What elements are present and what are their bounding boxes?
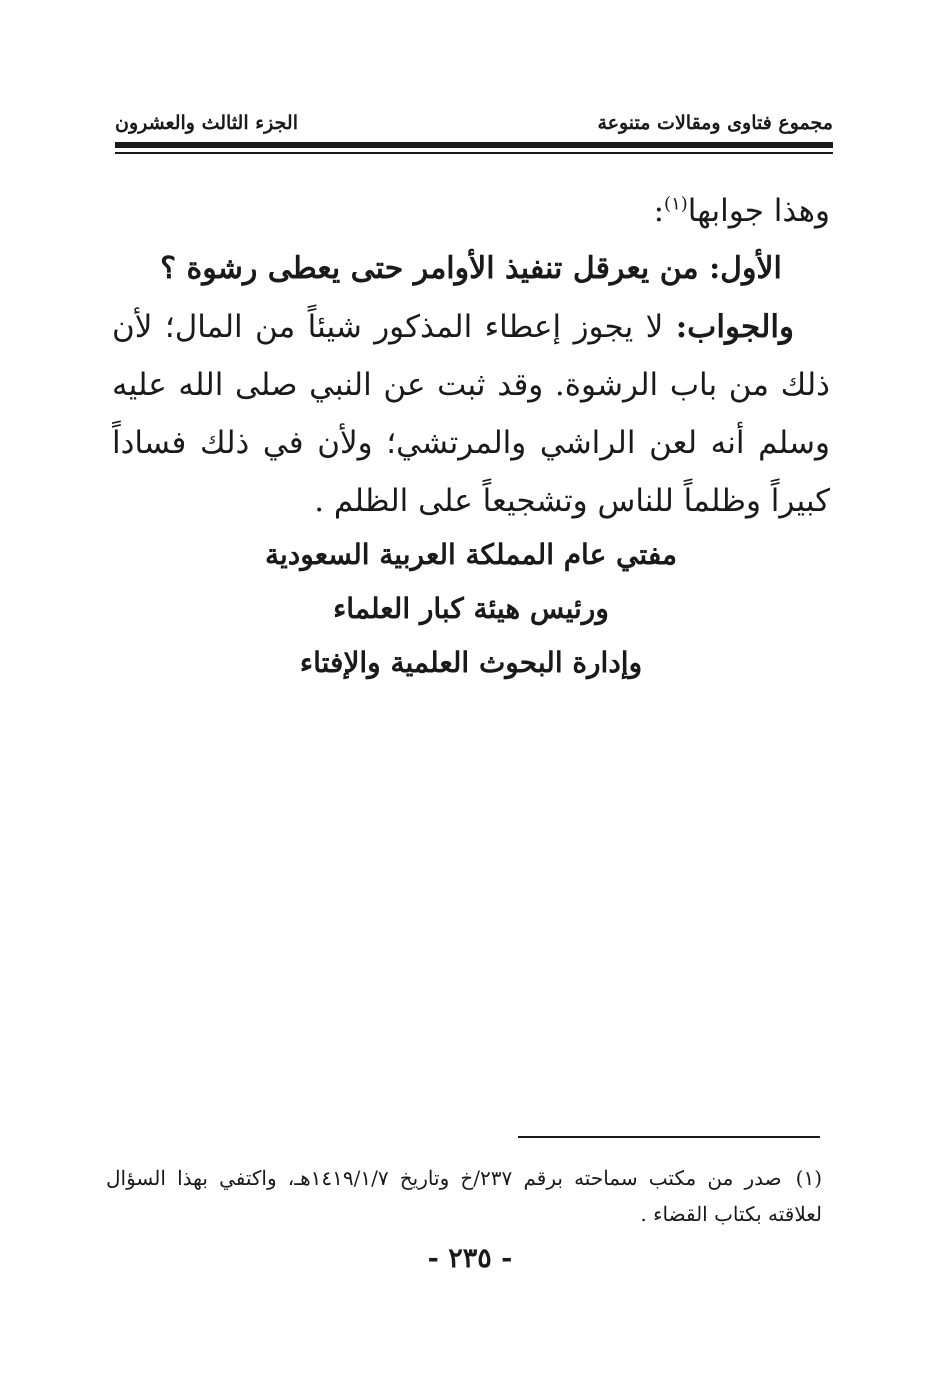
answer-text: لا يجوز إعطاء المذكور شيئاً من المال؛ لأن ذلك من باب الرشوة. وقد ثبت عن النبي صلى الله عليه وسلم أنه لعن الراشي والمرتشي؛ ولأن في ذلك فساداً كبيراً وظلماً للناس وتشجيعاً على الظلم . bbox=[112, 309, 830, 519]
book-title: مجموع فتاوى ومقالات متنوعة bbox=[597, 112, 833, 134]
header-rule-thin bbox=[115, 152, 833, 154]
signature-block bbox=[112, 528, 830, 690]
signature-line-1: مفتي عام المملكة العربية السعودية bbox=[264, 538, 677, 571]
footnote-text: صدر من مكتب سماحته برقم ٢٣٧/خ وتاريخ ١٤١٩/١/٧هـ، واكتفي بهذا السؤال لعلاقته بكتاب القضاء . bbox=[106, 1166, 822, 1226]
footnote-ref: (١) bbox=[664, 193, 688, 215]
footnote-separator bbox=[518, 1136, 820, 1138]
volume-label: الجزء الثالث والعشرون bbox=[115, 112, 298, 134]
intro-suffix: : bbox=[653, 193, 665, 229]
signature-line-3: وإدارة البحوث العلمية والإفتاء bbox=[299, 646, 643, 679]
signature-line-2: ورئيس هيئة كبار العلماء bbox=[333, 592, 609, 625]
answer-paragraph bbox=[112, 298, 830, 530]
intro-text: وهذا جوابها bbox=[687, 193, 830, 229]
header-rule-thick bbox=[115, 142, 833, 148]
footnote bbox=[106, 1160, 822, 1232]
answer-label: والجواب: bbox=[675, 309, 795, 345]
running-header bbox=[115, 104, 833, 140]
footnote-number: (١) bbox=[795, 1166, 822, 1190]
main-text bbox=[112, 182, 830, 530]
intro-line bbox=[112, 182, 830, 240]
question-heading: الأول: من يعرقل تنفيذ الأوامر حتى يعطى رشوة ؟ bbox=[160, 251, 782, 286]
page-number: - ٢٣٥ - bbox=[427, 1243, 513, 1274]
